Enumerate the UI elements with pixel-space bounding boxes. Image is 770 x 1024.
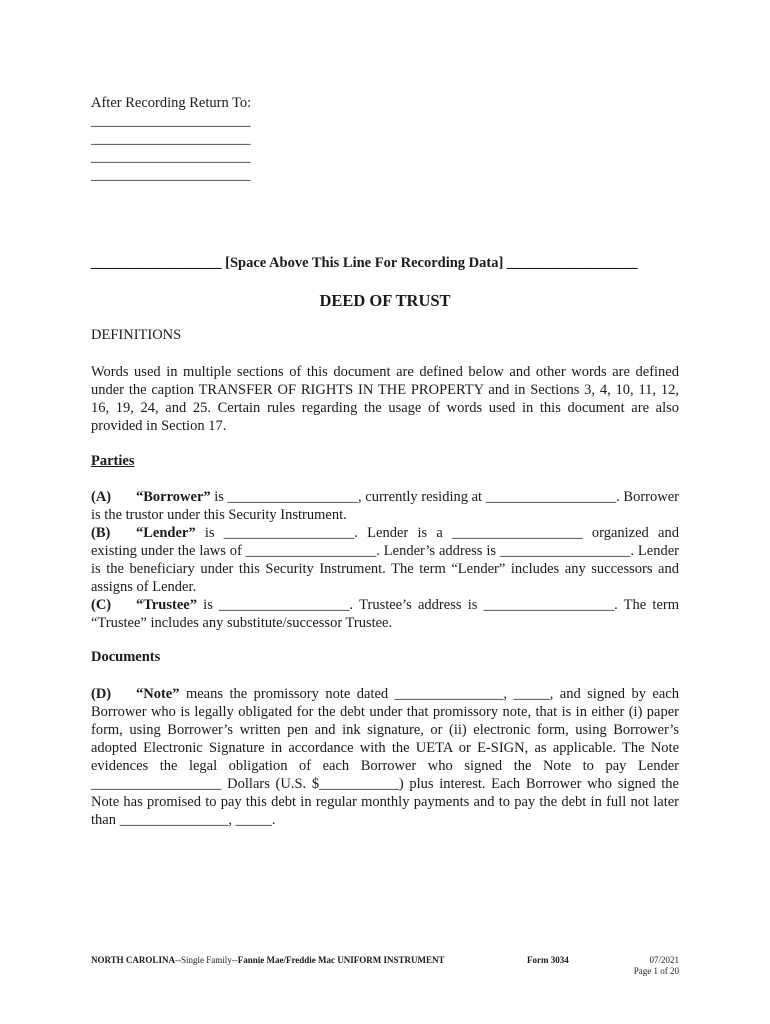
return-to-label: After Recording Return To: bbox=[91, 95, 252, 111]
parties-heading-text: Parties bbox=[91, 453, 135, 469]
document-title: DEED OF TRUST bbox=[319, 291, 451, 310]
return-to-blank-line: ______________________ bbox=[91, 113, 251, 129]
party-tag: (B) bbox=[91, 525, 111, 541]
intro-paragraph bbox=[91, 363, 679, 435]
party-borrower bbox=[91, 488, 679, 524]
document-term: “Note” bbox=[136, 686, 180, 702]
footer-instrument-name: Fannie Mae/Freddie Mac UNIFORM INSTRUMENT bbox=[237, 955, 445, 965]
party-lender bbox=[91, 524, 679, 596]
footer-state: NORTH CAROLINA bbox=[91, 955, 175, 965]
party-trustee bbox=[91, 596, 679, 632]
footer-page-number: Page 1 of 20 bbox=[633, 966, 679, 976]
party-term: “Borrower” bbox=[136, 489, 211, 505]
party-term: “Lender” bbox=[136, 525, 196, 541]
parties-heading bbox=[91, 453, 134, 470]
document-tag: (D) bbox=[91, 686, 112, 702]
return-to-blank-line: ______________________ bbox=[91, 149, 251, 165]
intro-text: Words used in multiple sections of this document are defined below and other words are defined under the caption TRANSFER OF RIGHTS IN THE PROPERTY and in Sections 3, 4, 10, 11, 12, 16, 19, 24, and 25. Certain rules regarding the usage of words used in this document are also provided in Section 17. bbox=[91, 364, 679, 434]
return-to-block bbox=[91, 94, 271, 184]
party-term: “Trustee” bbox=[136, 597, 197, 613]
footer-instrument bbox=[91, 955, 445, 966]
footer-date: 07/2021 bbox=[649, 955, 679, 965]
party-text: is __________________. Trustee’s address is __________________. The term “Trustee” includes any substitute/successor Trustee. bbox=[91, 597, 679, 631]
return-to-blank-line: ______________________ bbox=[91, 167, 251, 183]
party-text: is __________________. Lender is a __________________ organized and existing under the laws of __________________. Lender’s address is __________________. Lender is the beneficiary under this Security Instrument. The term “Lender” includes any successors and assigns of Lender. bbox=[91, 525, 679, 595]
footer-page-info bbox=[634, 955, 679, 977]
definitions-heading: DEFINITIONS bbox=[91, 327, 182, 343]
document-note bbox=[91, 685, 679, 829]
documents-heading: Documents bbox=[91, 649, 161, 665]
footer-family: --Single Family-- bbox=[174, 955, 238, 965]
footer-form bbox=[527, 955, 569, 966]
footer-form-number: Form 3034 bbox=[527, 955, 569, 965]
party-text: is __________________, currently residing at __________________. Borrower is the trustor under this Security Instrument. bbox=[91, 489, 680, 523]
party-tag: (A) bbox=[91, 489, 112, 505]
return-to-blank-line: ______________________ bbox=[91, 131, 251, 147]
recording-data-separator: __________________ [Space Above This Line For Recording Data] __________________ bbox=[91, 255, 638, 271]
documents-section bbox=[91, 685, 679, 829]
parties-section bbox=[91, 488, 679, 632]
document-text: means the promissory note dated _______________, _____, and signed by each Borrower who is legally obligated for the debt under that promissory note, that is in either (i) paper form, using Borrower’s written pen and ink signature, or (ii) electronic form, using Borrower’s adopted Electronic Signature in accordance with the UETA or E-SIGN, as applicable. The Note evidences the legal obligation of each Borrower who signed the Note to pay Lender __________________ Dollars (U.S. $___________) plus interest. Each Borrower who signed the Note has promised to pay this debt in regular monthly payments and to pay the debt in full not later than _______________, _____. bbox=[91, 686, 679, 828]
party-tag: (C) bbox=[91, 597, 112, 613]
